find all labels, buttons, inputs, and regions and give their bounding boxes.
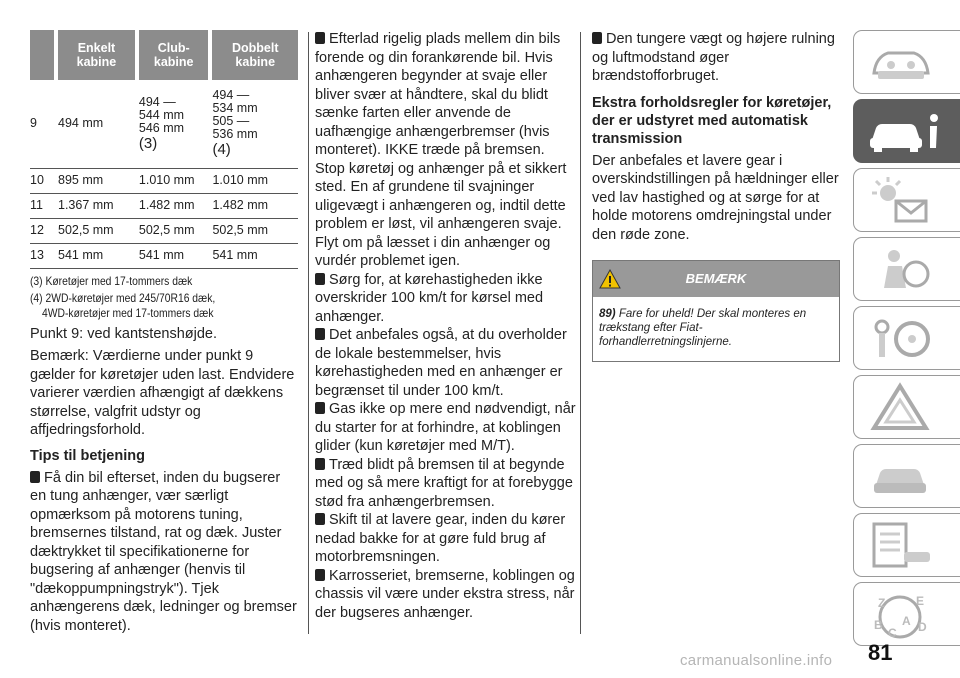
note-text: Fare for uheld! Der skal monteres en trækstang efter Fiat-forhandlerretningslinjerne. xyxy=(599,308,807,348)
watermark: carmanualsonline.info xyxy=(680,652,833,669)
svg-text:C: C xyxy=(888,626,897,640)
key-steering-icon xyxy=(866,313,936,365)
list-item: Gas ikke op mere end nødvendigt, når du starter for at forhindre, at koblingen glider (kun køretøjer med M/T). xyxy=(315,401,576,454)
sidebar-tab-car-info[interactable] xyxy=(853,99,960,163)
list-item: Det anbefales også, at du overholder de lokale bestemmelser, hvis kørehastigheden med en anhænger er begrænset til under 100 km/t. xyxy=(315,327,567,399)
checkbox-bullet-icon xyxy=(315,402,325,414)
list-item: Skift til at lavere gear, inden du kører nedad bakke for at gøre fuld brug af motorbremsningen. xyxy=(315,512,566,565)
sidebar-tab-emergency[interactable] xyxy=(853,375,960,439)
table-row: 10 895 mm 1.010 mm 1.010 mm xyxy=(30,168,298,193)
note-number: 89) xyxy=(599,308,616,320)
bemaerk-text: Bemærk: Værdierne under punkt 9 gælder for køretøjer uden last. Endvidere varierer værdien afhængigt af dækkens størrelse, valgfrit udstyr og affjedringsforhold. xyxy=(30,348,295,438)
checkbox-bullet-icon xyxy=(315,32,325,44)
checkbox-bullet-icon xyxy=(315,273,325,285)
punkt9-text: Punkt 9: ved kantstenshøjde. xyxy=(30,325,217,342)
list-item: Efterlad rigelig plads mellem din bils forende og din forankørende bil. Hvis anhængeren begynder at svaje eller bliver svær at håndtere, skal du blidt sænke farten eller anvende de uafhængige anhængerbremser (hvis monteret). IKKE træde på bremsen. Stop køretøj og anhænger på et sikkert sted. En af grundene til svajninger uligevægt i anhængeren og, indtil dette problem er løst, vil anhængeren svaje. Flyt om på læsset i din anhænger og vurdér problemet igen. xyxy=(315,31,567,269)
table-row: 9 494 mm 494 — 544 mm 546 mm (3) 494 — 534 mm 505 — 536 mm (4) xyxy=(30,80,298,168)
list-item: Karrosseriet, bremserne, koblingen og chassis vil være under ekstra stress, når der bugseres anhænger. xyxy=(315,567,575,621)
spec-list-car-icon xyxy=(866,520,936,572)
automatic-transmission-heading: Ekstra forholdsregler for køretøjer, der er udstyret med automatisk transmission xyxy=(592,94,832,147)
car-dashboard-icon xyxy=(866,37,936,89)
page-number: 81 xyxy=(868,640,893,665)
svg-text:A: A xyxy=(902,614,911,628)
sidebar-tab-dashboard[interactable] xyxy=(853,30,960,94)
tips-heading: Tips til betjening xyxy=(30,447,145,464)
automatic-transmission-text: Der anbefales et lavere gear i overskindstillingen på hældninger eller ved lav hastighed og at sørge for at holde motorens omdrejningstal under den røde zone. xyxy=(592,152,839,243)
sidebar-tab-safety[interactable] xyxy=(853,237,960,301)
footnote-3: (3) Køretøjer med 17-tommers dæk xyxy=(30,273,193,288)
list-item: Træd blidt på bremsen til at begynde med og så mere kraftigt for at forebygge stød fra anhængerbremsen. xyxy=(315,456,573,510)
sidebar-tab-driving[interactable] xyxy=(853,306,960,370)
sidebar-tab-lights[interactable] xyxy=(853,168,960,232)
car-service-icon xyxy=(866,451,936,503)
footnote-4: (4) 2WD-køretøjer med 245/70R16 dæk, 4WD-køretøjer med 17-tommers dæk xyxy=(30,290,216,320)
svg-text:D: D xyxy=(918,620,927,634)
table-header-enkelt: Enkelt kabine xyxy=(56,30,137,80)
list-item: Sørg for, at kørehastigheden ikke overskrider 100 km/t for kørsel med anhænger. xyxy=(315,271,544,325)
checkbox-bullet-icon xyxy=(315,458,325,470)
note-box xyxy=(592,260,840,362)
sidebar-tab-specs[interactable] xyxy=(853,513,960,577)
table-row: 12 502,5 mm 502,5 mm 502,5 mm xyxy=(30,218,298,243)
list-item: Få din bil efterset, inden du bugserer en tung anhænger, vær særligt opmærksom på motorens tuning, bremsernes tilstand, rat og dæk. Juster dæktrykket til specifikationerne for bugsering af anhænger (henvis til "dækoppumpningstryk"). Tjek anhængerens dæk, ledninger og bremser (hvis monteret). xyxy=(30,469,297,634)
svg-text:B: B xyxy=(874,618,883,632)
warning-triangle-icon xyxy=(599,269,621,289)
table-header-club: Club-kabine xyxy=(137,30,211,80)
sidebar-tab-service[interactable] xyxy=(853,444,960,508)
right-column xyxy=(592,30,840,362)
sidebar-tab-index[interactable] xyxy=(853,582,960,646)
table-header-dobbelt: Dobbelt kabine xyxy=(210,30,298,80)
lights-envelope-icon xyxy=(866,175,936,227)
alphabet-index-icon xyxy=(866,589,936,641)
checkbox-bullet-icon xyxy=(315,328,325,340)
note-header xyxy=(593,261,839,297)
checkbox-bullet-icon xyxy=(30,471,40,483)
table-row: 11 1.367 mm 1.482 mm 1.482 mm xyxy=(30,193,298,218)
column-divider xyxy=(308,32,309,634)
warning-triangle-icon xyxy=(866,382,936,434)
left-column xyxy=(30,30,298,635)
svg-text:Z: Z xyxy=(878,596,886,610)
dimension-table xyxy=(30,30,298,269)
svg-text:E: E xyxy=(916,594,925,608)
checkbox-bullet-icon xyxy=(592,32,602,44)
note-body xyxy=(593,297,839,361)
checkbox-bullet-icon xyxy=(315,513,325,525)
column-divider xyxy=(580,32,581,634)
list-item: Den tungere vægt og højere rulning og luftmodstand øger brændstofforbruget. xyxy=(592,31,835,84)
car-info-icon xyxy=(866,106,946,158)
middle-column xyxy=(315,30,577,622)
table-row: 13 541 mm 541 mm 541 mm xyxy=(30,243,298,268)
checkbox-bullet-icon xyxy=(315,569,325,581)
chapter-sidebar xyxy=(853,30,960,651)
table-header-blank xyxy=(30,30,56,80)
note-title: BEMÆRK xyxy=(685,271,747,286)
airbag-person-icon xyxy=(866,244,936,296)
